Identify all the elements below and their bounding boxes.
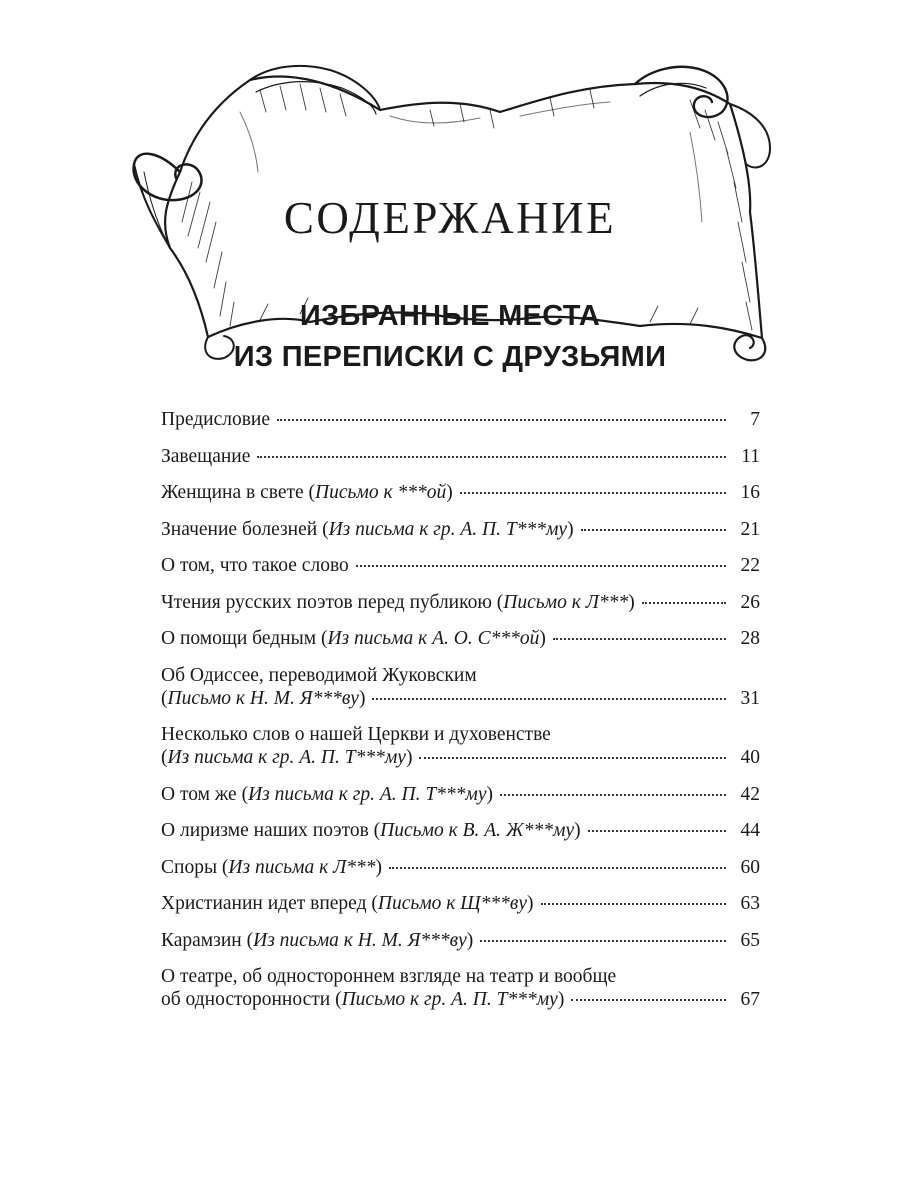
toc-entry-main-line: [161, 445, 760, 468]
toc-entry-title-line: [161, 723, 760, 746]
toc-entry[interactable]: [161, 481, 760, 504]
toc-page-number: 60: [740, 856, 760, 878]
toc-entry-main-line: [161, 988, 760, 1011]
toc-entry-text: (Письмо к Н. М. Я***ву): [161, 687, 366, 709]
table-of-contents: [161, 408, 760, 1025]
toc-entry[interactable]: [161, 664, 760, 710]
top-right-roll: [635, 67, 728, 117]
toc-entry-main-line: [161, 819, 760, 842]
toc-entry-note: Из письма к гр. А. П. Т***му: [248, 783, 487, 805]
toc-entry-text: (Из письма к гр. А. П. Т***му): [161, 747, 413, 768]
toc-entry[interactable]: [161, 554, 760, 577]
toc-entry-text: Христианин идет вперед (Письмо к Щ***ву): [161, 893, 534, 914]
toc-page-number: 65: [740, 929, 760, 951]
toc-entry-title: О том же: [161, 783, 237, 805]
toc-entry-note: Письмо к ***ой: [315, 482, 447, 503]
toc-entry-title: О том, что такое слово: [161, 555, 349, 576]
toc-entry-text: об односторонности (Письмо к гр. А. П. Т***му): [161, 989, 565, 1010]
section-title-line-1: ИЗБРАННЫЕ МЕСТА: [299, 300, 601, 332]
toc-entry-title: Чтения русских поэтов перед публикою: [161, 591, 492, 613]
toc-entry-note: Из письма к Н. М. Я***ву: [253, 929, 467, 951]
dot-leader: [480, 940, 726, 942]
toc-entry-main-line: [161, 856, 760, 879]
toc-entry-title: Христианин идет вперед: [161, 893, 367, 914]
toc-entry-note: Из письма к гр. А. П. Т***му: [328, 518, 568, 540]
toc-entry-main-line: [161, 518, 760, 541]
toc-page-number: 67: [740, 989, 760, 1010]
dot-leader: [642, 602, 726, 604]
toc-entry-note: Письмо к Щ***ву: [377, 893, 528, 914]
toc-entry-text: Карамзин (Из письма к Н. М. Я***ву): [161, 929, 474, 951]
toc-entry-main-line: [161, 627, 760, 650]
toc-entry-text: [161, 408, 270, 431]
toc-entry[interactable]: [161, 929, 760, 952]
toc-entry-title: Завещание: [161, 445, 251, 467]
toc-page-number: 28: [740, 628, 760, 649]
dot-leader: [277, 419, 726, 421]
toc-entry-text: [161, 554, 349, 577]
toc-entry[interactable]: [161, 627, 760, 650]
toc-entry-title: Предисловие: [161, 409, 271, 430]
toc-entry[interactable]: [161, 892, 760, 915]
toc-entry-main-line: [161, 408, 760, 431]
toc-entry-text: Значение болезней (Из письма к гр. А. П. Т***му): [161, 518, 574, 540]
toc-entry-title: О театре, об одностороннем взгляде на театр и вообще: [161, 966, 617, 987]
toc-entry-text: О помощи бедным (Из письма к А. О. С***ой): [161, 628, 546, 649]
left-curl: [134, 154, 202, 200]
toc-entry-title-line: [161, 664, 760, 687]
toc-entry-title: Карамзин: [161, 929, 242, 951]
toc-entry-title-line: [161, 965, 760, 988]
toc-entry-title: об односторонности: [161, 989, 331, 1010]
toc-page-number: 63: [740, 893, 760, 914]
toc-entry-main-line: [161, 892, 760, 915]
toc-entry[interactable]: [161, 783, 760, 806]
dot-leader: [553, 638, 726, 640]
toc-page-number: 22: [740, 555, 760, 576]
toc-page-number: 11: [741, 445, 760, 467]
toc-entry-main-line: [161, 929, 760, 952]
top-left-roll: [250, 66, 380, 110]
toc-entry-title: Несколько слов о нашей Церкви и духовенстве: [161, 724, 551, 745]
dot-leader: [389, 867, 726, 869]
toc-entry[interactable]: [161, 591, 760, 614]
toc-entry-title: Споры: [161, 856, 218, 878]
dot-leader: [257, 456, 726, 458]
toc-entry-note: Из письма к Л***: [228, 856, 376, 878]
toc-entry-text: О лиризме наших поэтов (Письмо к В. А. Ж***му): [161, 820, 581, 841]
toc-entry-text: Женщина в свете (Письмо к ***ой): [161, 482, 453, 503]
toc-entry[interactable]: [161, 518, 760, 541]
toc-entry-title: Значение болезней: [161, 518, 318, 540]
section-title-line-2: ИЗ ПЕРЕПИСКИ С ДРУЗЬЯМИ: [233, 341, 667, 373]
toc-entry-main-line: [161, 783, 760, 806]
toc-page-number: 44: [740, 820, 760, 841]
toc-entry-title: Женщина в свете: [161, 482, 304, 503]
toc-entry-note: Письмо к Н. М. Я***ву: [167, 687, 359, 709]
toc-entry-text: Чтения русских поэтов перед публикою (Письмо к Л***): [161, 591, 635, 613]
toc-entry-note: Письмо к В. А. Ж***му: [380, 820, 575, 841]
dot-leader: [419, 757, 726, 759]
toc-entry-note: Письмо к Л***: [503, 591, 629, 613]
dot-leader: [460, 492, 726, 494]
dot-leader: [581, 529, 726, 531]
toc-entry-note: Из письма к А. О. С***ой: [327, 628, 540, 649]
toc-entry-main-line: [161, 591, 760, 614]
dot-leader: [372, 698, 726, 700]
toc-page-number: 21: [740, 518, 760, 540]
toc-entry[interactable]: [161, 965, 760, 1011]
dot-leader: [500, 794, 726, 796]
toc-entry-text: Споры (Из письма к Л***): [161, 856, 383, 878]
toc-page-number: 40: [740, 747, 760, 768]
right-curl: [730, 104, 770, 167]
toc-entry-title: Об Одиссее, переводимой Жуковским: [161, 664, 477, 686]
toc-page-number: 42: [740, 783, 760, 805]
toc-entry[interactable]: [161, 856, 760, 879]
toc-entry-title: О помощи бедным: [161, 628, 317, 649]
toc-page-number: 16: [740, 482, 760, 503]
toc-entry-main-line: [161, 687, 760, 710]
toc-entry[interactable]: [161, 445, 760, 468]
toc-entry-text: О том же (Из письма к гр. А. П. Т***му): [161, 783, 494, 805]
dot-leader: [588, 830, 726, 832]
page-title: СОДЕРЖАНИЕ: [283, 193, 617, 243]
toc-page-number: 7: [750, 409, 760, 430]
toc-entry-note: Письмо к гр. А. П. Т***му: [341, 989, 558, 1010]
toc-entry[interactable]: [161, 819, 760, 842]
toc-entry-text: [161, 445, 250, 468]
toc-page-number: 26: [740, 591, 760, 613]
toc-entry-main-line: [161, 554, 760, 577]
toc-entry-title: О лиризме наших поэтов: [161, 820, 369, 841]
toc-entry[interactable]: [161, 723, 760, 769]
toc-entry[interactable]: [161, 408, 760, 431]
dot-leader: [571, 999, 726, 1001]
toc-entry-note: Из письма к гр. А. П. Т***му: [167, 747, 406, 768]
toc-entry-main-line: [161, 746, 760, 769]
dot-leader: [356, 565, 726, 567]
section-title: [0, 296, 900, 378]
toc-page-number: 31: [740, 687, 760, 709]
dot-leader: [541, 903, 726, 905]
toc-entry-main-line: [161, 481, 760, 504]
